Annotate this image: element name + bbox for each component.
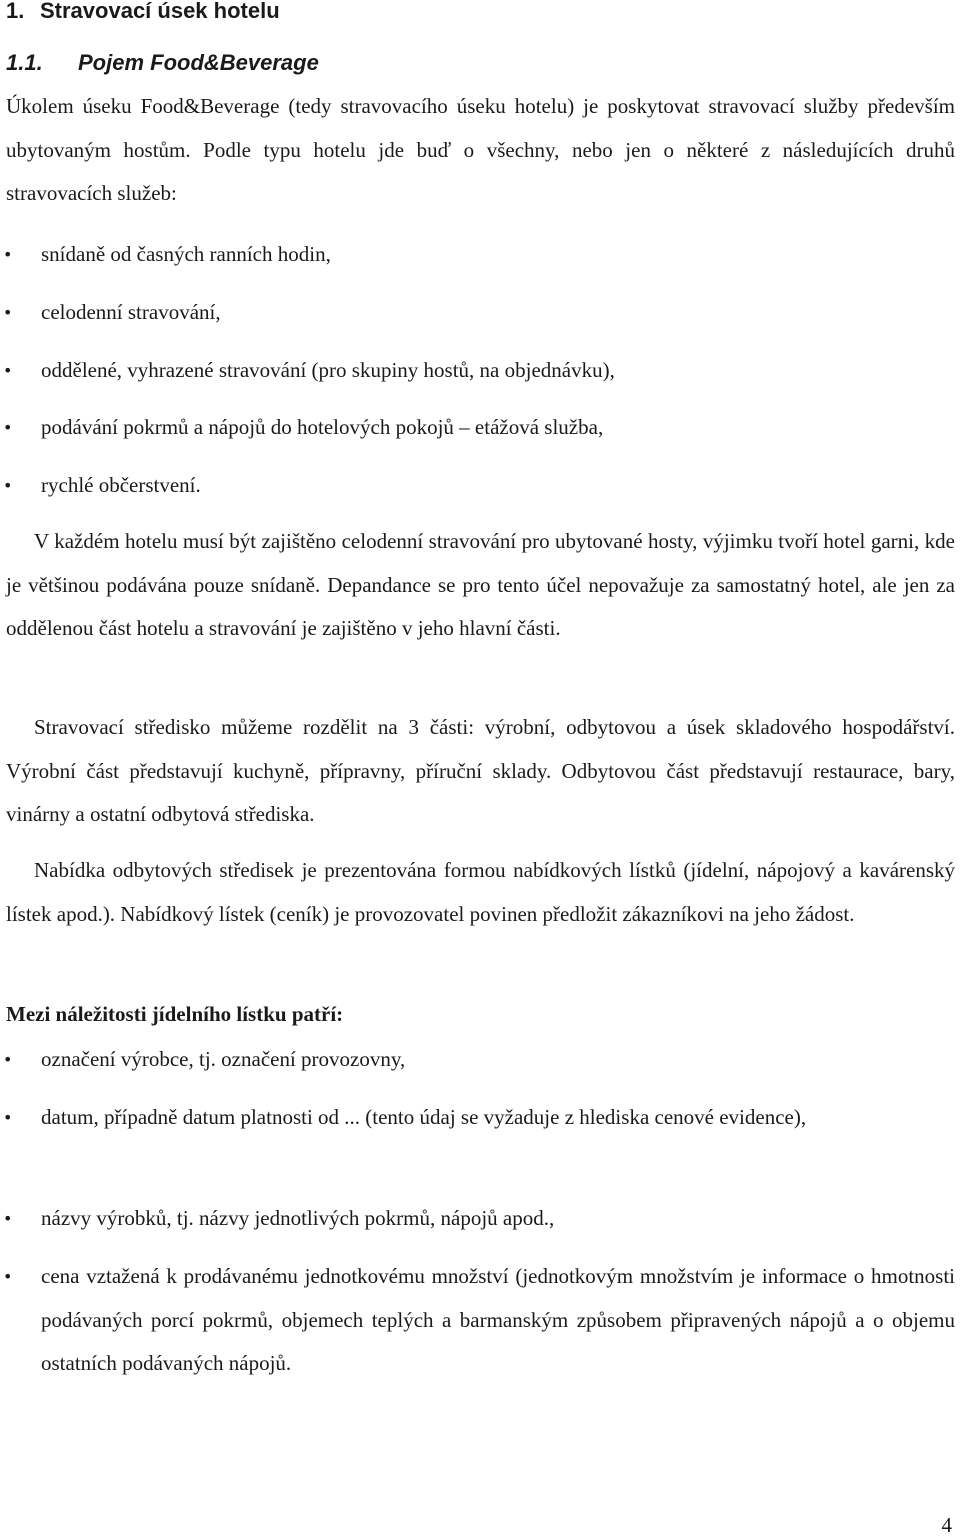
list-item-text: názvy výrobků, tj. názvy jednotlivých pokrmů, nápojů apod., (41, 1206, 555, 1230)
list-item (0, 406, 955, 450)
chapter-title: Stravovací úsek hotelu (40, 0, 280, 23)
list-item-text: celodenní stravování, (41, 300, 221, 324)
list-item-text: oddělené, vyhrazené stravování (pro skupiny hostů, na objednávku), (41, 358, 615, 382)
bullet-icon: • (3, 1050, 13, 1069)
section-number: 1.1. (6, 50, 43, 75)
list-item (0, 1038, 955, 1082)
paragraph-divisions: Stravovací středisko můžeme rozdělit na 3 části: výrobní, odbytovou a úsek skladového hospodářství. Výrobní část představují kuchyně, přípravny, příruční sklady. Odbytovou část představují restaurace, bary, vinárny a ostatní odbytová střediska. (6, 715, 955, 826)
list-item-text: cena vztažená k prodávanému jednotkovému množství (jednotkovým množstvím je informace o hmotnosti podávaných porcí pokrmů, objemech teplých a barmanským způsobem připravených nápojů a o objemu ostatních podávaných nápojů. (41, 1264, 955, 1375)
list-item (0, 464, 955, 508)
paragraph-intro: Úkolem úseku Food&Beverage (tedy stravovacího úseku hotelu) je poskytovat stravovací služby především ubytovaným hostům. Podle typu hotelu jde buď o všechny, nebo jen o některé z následujících druhů stravovacích služeb: (6, 94, 955, 205)
list-item (0, 1096, 955, 1140)
chapter-heading (6, 0, 280, 26)
list-item (0, 291, 955, 335)
menu-requirements-heading: Mezi náležitosti jídelního lístku patří: (6, 1002, 344, 1026)
chapter-number: 1. (6, 0, 25, 23)
section-title: Pojem Food&Beverage (78, 50, 319, 75)
paragraph-catering: V každém hotelu musí být zajištěno celodenní stravování pro ubytované hosty, výjimku tvoří hotel garni, kde je většinou podávána pouze snídaně. Depandance se pro tento účel nepovažuje za samostatný hotel, ale jen za oddělenou část hotelu a stravování je zajištěno v jeho hlavní části. (6, 529, 955, 640)
bullet-icon: • (3, 245, 13, 264)
bullet-icon: • (3, 361, 13, 380)
page-number: 4 (941, 1513, 952, 1537)
list-item (0, 233, 955, 277)
bullet-icon: • (3, 1108, 13, 1127)
list-item-text: rychlé občerstvení. (41, 473, 201, 497)
bullet-icon: • (3, 418, 13, 437)
list-item-text: datum, případně datum platnosti od ... (tento údaj se vyžaduje z hlediska cenové evidence), (41, 1105, 807, 1129)
bullet-icon: • (3, 303, 13, 322)
bullet-icon: • (3, 476, 13, 495)
section-heading (6, 48, 319, 78)
list-item-text: označení výrobce, tj. označení provozovny, (41, 1047, 406, 1071)
bullet-icon: • (3, 1267, 13, 1286)
list-item (0, 349, 955, 393)
list-item-text: podávání pokrmů a nápojů do hotelových pokojů – etážová služba, (41, 415, 604, 439)
list-item (0, 1255, 955, 1375)
list-item (0, 1197, 955, 1241)
paragraph-menu-offer: Nabídka odbytových středisek je prezentována formou nabídkových lístků (jídelní, nápojový a kavárenský lístek apod.). Nabídkový lístek (ceník) je provozovatel povinen předložit zákazníkovi na jeho žádost. (6, 858, 955, 926)
list-item-text: snídaně od časných ranních hodin, (41, 242, 331, 266)
bullet-icon: • (3, 1209, 13, 1228)
